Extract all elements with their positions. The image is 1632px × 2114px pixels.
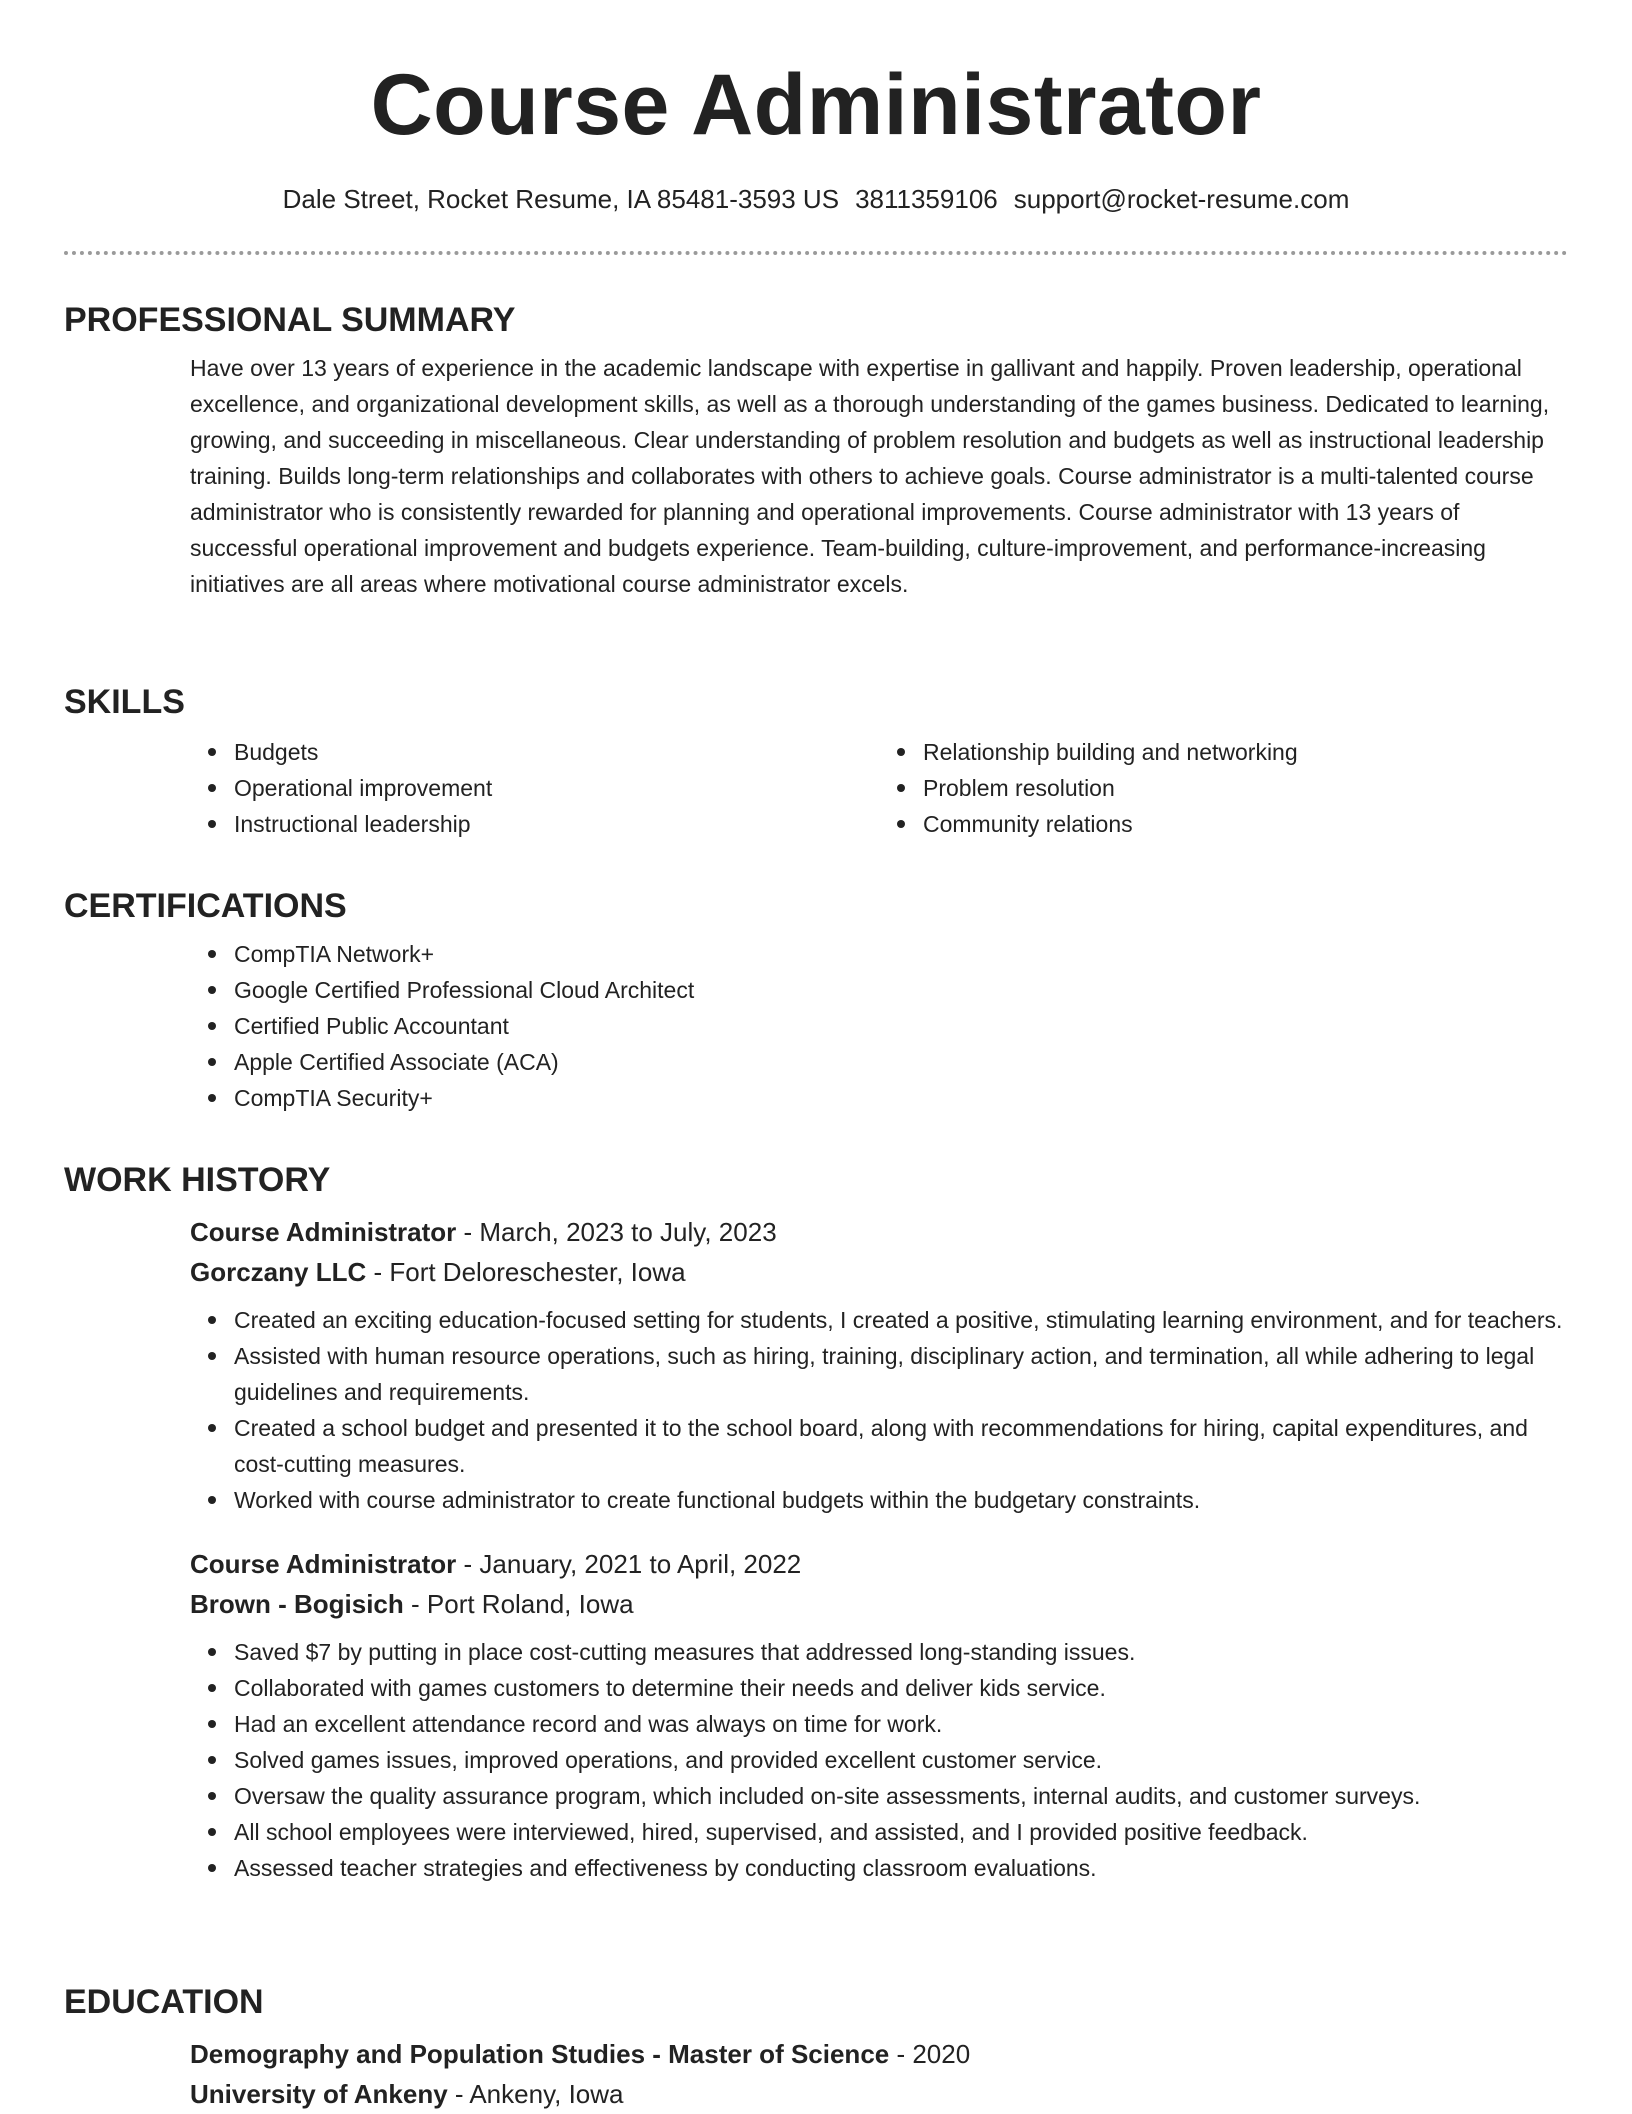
job-title-line: [190, 1544, 1568, 1584]
contact-email[interactable]: support@rocket-resume.com: [1013, 184, 1350, 214]
job-bullets: [190, 1302, 1568, 1518]
work-history-heading: WORK HISTORY: [64, 1161, 331, 1199]
job-location: - Port Roland, Iowa: [403, 1589, 634, 1619]
job-title: Course Administrator: [190, 1549, 457, 1579]
job-location: - Fort Deloreschester, Iowa: [366, 1257, 686, 1287]
certification-item: Apple Certified Associate (ACA): [234, 1044, 1568, 1080]
skill-item: Operational improvement: [234, 770, 879, 806]
job-dates: - March, 2023 to July, 2023: [456, 1217, 777, 1247]
job-bullet: Solved games issues, improved operations, and provided excellent customer service.: [234, 1742, 1568, 1778]
job-bullet: Collaborated with games customers to determine their needs and deliver kids service.: [234, 1670, 1568, 1706]
contact-phone: 3811359106: [855, 184, 998, 214]
skill-item: Instructional leadership: [234, 806, 879, 842]
education-degree: Demography and Population Studies - Master of Science: [190, 2039, 890, 2069]
education-school-line: [190, 2074, 1568, 2114]
summary-section: [64, 298, 1568, 602]
certification-item: Certified Public Accountant: [234, 1008, 1568, 1044]
summary-text: Have over 13 years of experience in the academic landscape with expertise in gallivant and happily. Proven leadership, operational excellence, and organizational development skills, as well as a thorough understanding of the games business. Dedicated to learning, growing, and succeeding in miscellaneous. Clear understanding of problem resolution and budgets as well as instructional leadership training. Builds long-term relationships and collaborates with others to achieve goals. Course administrator is a multi-talented course administrator who is consistently rewarded for planning and operational improvements. Course administrator with 13 years of successful operational improvement and budgets experience. Team-building, culture-improvement, and performance-increasing initiatives are all areas where motivational course administrator excels.: [190, 355, 1550, 597]
skills-list-right: [879, 734, 1568, 842]
contact-line: [0, 182, 1632, 216]
contact-address: Dale Street, Rocket Resume, IA 85481-3593 US: [282, 184, 840, 214]
skill-item: Relationship building and networking: [923, 734, 1568, 770]
education-location: - Ankeny, Iowa: [447, 2079, 624, 2109]
education-section: [64, 1980, 1568, 2114]
job-company-line: [190, 1584, 1568, 1624]
certifications-list: [190, 936, 1568, 1116]
job-bullet: Saved $7 by putting in place cost-cutting measures that addressed long-standing issues.: [234, 1634, 1568, 1670]
job-bullets: [190, 1634, 1568, 1886]
job-bullet: Had an excellent attendance record and was always on time for work.: [234, 1706, 1568, 1742]
job-entry: [190, 1544, 1568, 1886]
skills-heading: SKILLS: [64, 683, 185, 721]
education-heading: EDUCATION: [64, 1983, 264, 2021]
resume-title: Course Administrator: [370, 57, 1262, 153]
education-year: - 2020: [889, 2039, 971, 2069]
education-entry: [190, 2034, 1568, 2114]
job-bullet: Oversaw the quality assurance program, which included on-site assessments, internal audits, and customer surveys.: [234, 1778, 1568, 1814]
job-title-line: [190, 1212, 1568, 1252]
certifications-section: [64, 884, 1568, 1116]
summary-heading: PROFESSIONAL SUMMARY: [64, 301, 516, 339]
certification-item: Google Certified Professional Cloud Architect: [234, 972, 1568, 1008]
job-bullet: Assisted with human resource operations, such as hiring, training, disciplinary action, and termination, all while adhering to legal guidelines and requirements.: [234, 1338, 1568, 1410]
certification-item: CompTIA Network+: [234, 936, 1568, 972]
job-bullet: Assessed teacher strategies and effectiveness by conducting classroom evaluations.: [234, 1850, 1568, 1886]
job-dates: - January, 2021 to April, 2022: [456, 1549, 802, 1579]
skills-list-left: [190, 734, 879, 842]
work-history-section: [64, 1158, 1568, 1886]
job-company-line: [190, 1252, 1568, 1292]
job-bullet: Created an exciting education-focused setting for students, I created a positive, stimulating learning environment, and for teachers.: [234, 1302, 1568, 1338]
education-school: University of Ankeny: [190, 2079, 448, 2109]
job-bullet: All school employees were interviewed, hired, supervised, and assisted, and I provided positive feedback.: [234, 1814, 1568, 1850]
job-title: Course Administrator: [190, 1217, 457, 1247]
job-company: Gorczany LLC: [190, 1257, 367, 1287]
job-bullet: Worked with course administrator to create functional budgets within the budgetary constraints.: [234, 1482, 1568, 1518]
header-divider: [64, 251, 1568, 255]
skill-item: Community relations: [923, 806, 1568, 842]
skill-item: Problem resolution: [923, 770, 1568, 806]
job-bullet: Created a school budget and presented it to the school board, along with recommendations for hiring, capital expenditures, and cost-cutting measures.: [234, 1410, 1568, 1482]
job-entry: [190, 1212, 1568, 1518]
certifications-heading: CERTIFICATIONS: [64, 887, 347, 925]
education-degree-line: [190, 2034, 1568, 2074]
skills-section: [64, 680, 1568, 842]
certification-item: CompTIA Security+: [234, 1080, 1568, 1116]
job-company: Brown - Bogisich: [190, 1589, 404, 1619]
skill-item: Budgets: [234, 734, 879, 770]
